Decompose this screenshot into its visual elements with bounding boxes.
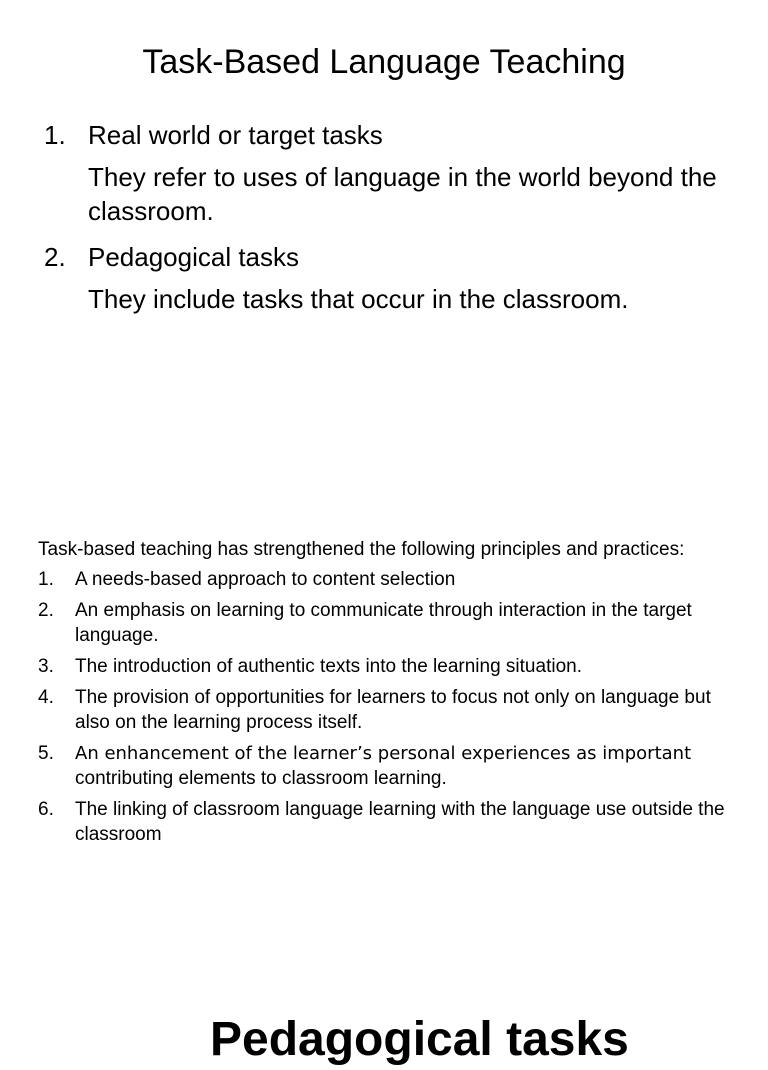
item-number: 2. bbox=[44, 242, 66, 272]
page-title: Task-Based Language Teaching bbox=[142, 43, 626, 81]
list-item bbox=[44, 240, 744, 322]
task-types-list bbox=[44, 118, 744, 328]
list-item bbox=[38, 797, 738, 847]
item-text: An emphasis on learning to communicate through interaction in the target language. bbox=[75, 600, 692, 646]
list-item bbox=[38, 598, 738, 648]
list-item bbox=[38, 741, 738, 791]
next-page-heading: Pedagogical tasks bbox=[210, 1013, 629, 1066]
item-label: Real world or target tasks bbox=[88, 120, 383, 150]
item-number: 6. bbox=[38, 799, 54, 820]
item-text: The introduction of authentic texts into the learning situation. bbox=[75, 656, 582, 677]
list-item bbox=[38, 654, 738, 679]
list-item bbox=[44, 118, 744, 234]
item-text: The provision of opportunities for learners to focus not only on language but also on the learning process itself. bbox=[75, 687, 711, 733]
item-text: A needs-based approach to content selection bbox=[75, 569, 456, 590]
item-label: Pedagogical tasks bbox=[88, 242, 300, 272]
item-number: 4. bbox=[38, 687, 54, 708]
list-item bbox=[38, 567, 738, 592]
item-text-continued: contributing elements to classroom learning. bbox=[75, 768, 447, 789]
item-number: 1. bbox=[44, 120, 66, 150]
item-description: They include tasks that occur in the classroom. bbox=[88, 284, 629, 314]
item-number: 3. bbox=[38, 656, 54, 677]
item-text: An enhancement of the learner’s personal experiences as important bbox=[75, 743, 692, 764]
item-number: 5. bbox=[38, 743, 54, 764]
item-description: They refer to uses of language in the world beyond the classroom. bbox=[88, 162, 717, 226]
item-text: The linking of classroom language learning with the language use outside the classroom bbox=[75, 799, 725, 845]
item-number: 2. bbox=[38, 600, 54, 621]
principles-intro: Task-based teaching has strengthened the following principles and practices: bbox=[38, 539, 685, 560]
item-number: 1. bbox=[38, 569, 54, 590]
principles-section bbox=[38, 537, 738, 853]
list-item bbox=[38, 685, 738, 735]
